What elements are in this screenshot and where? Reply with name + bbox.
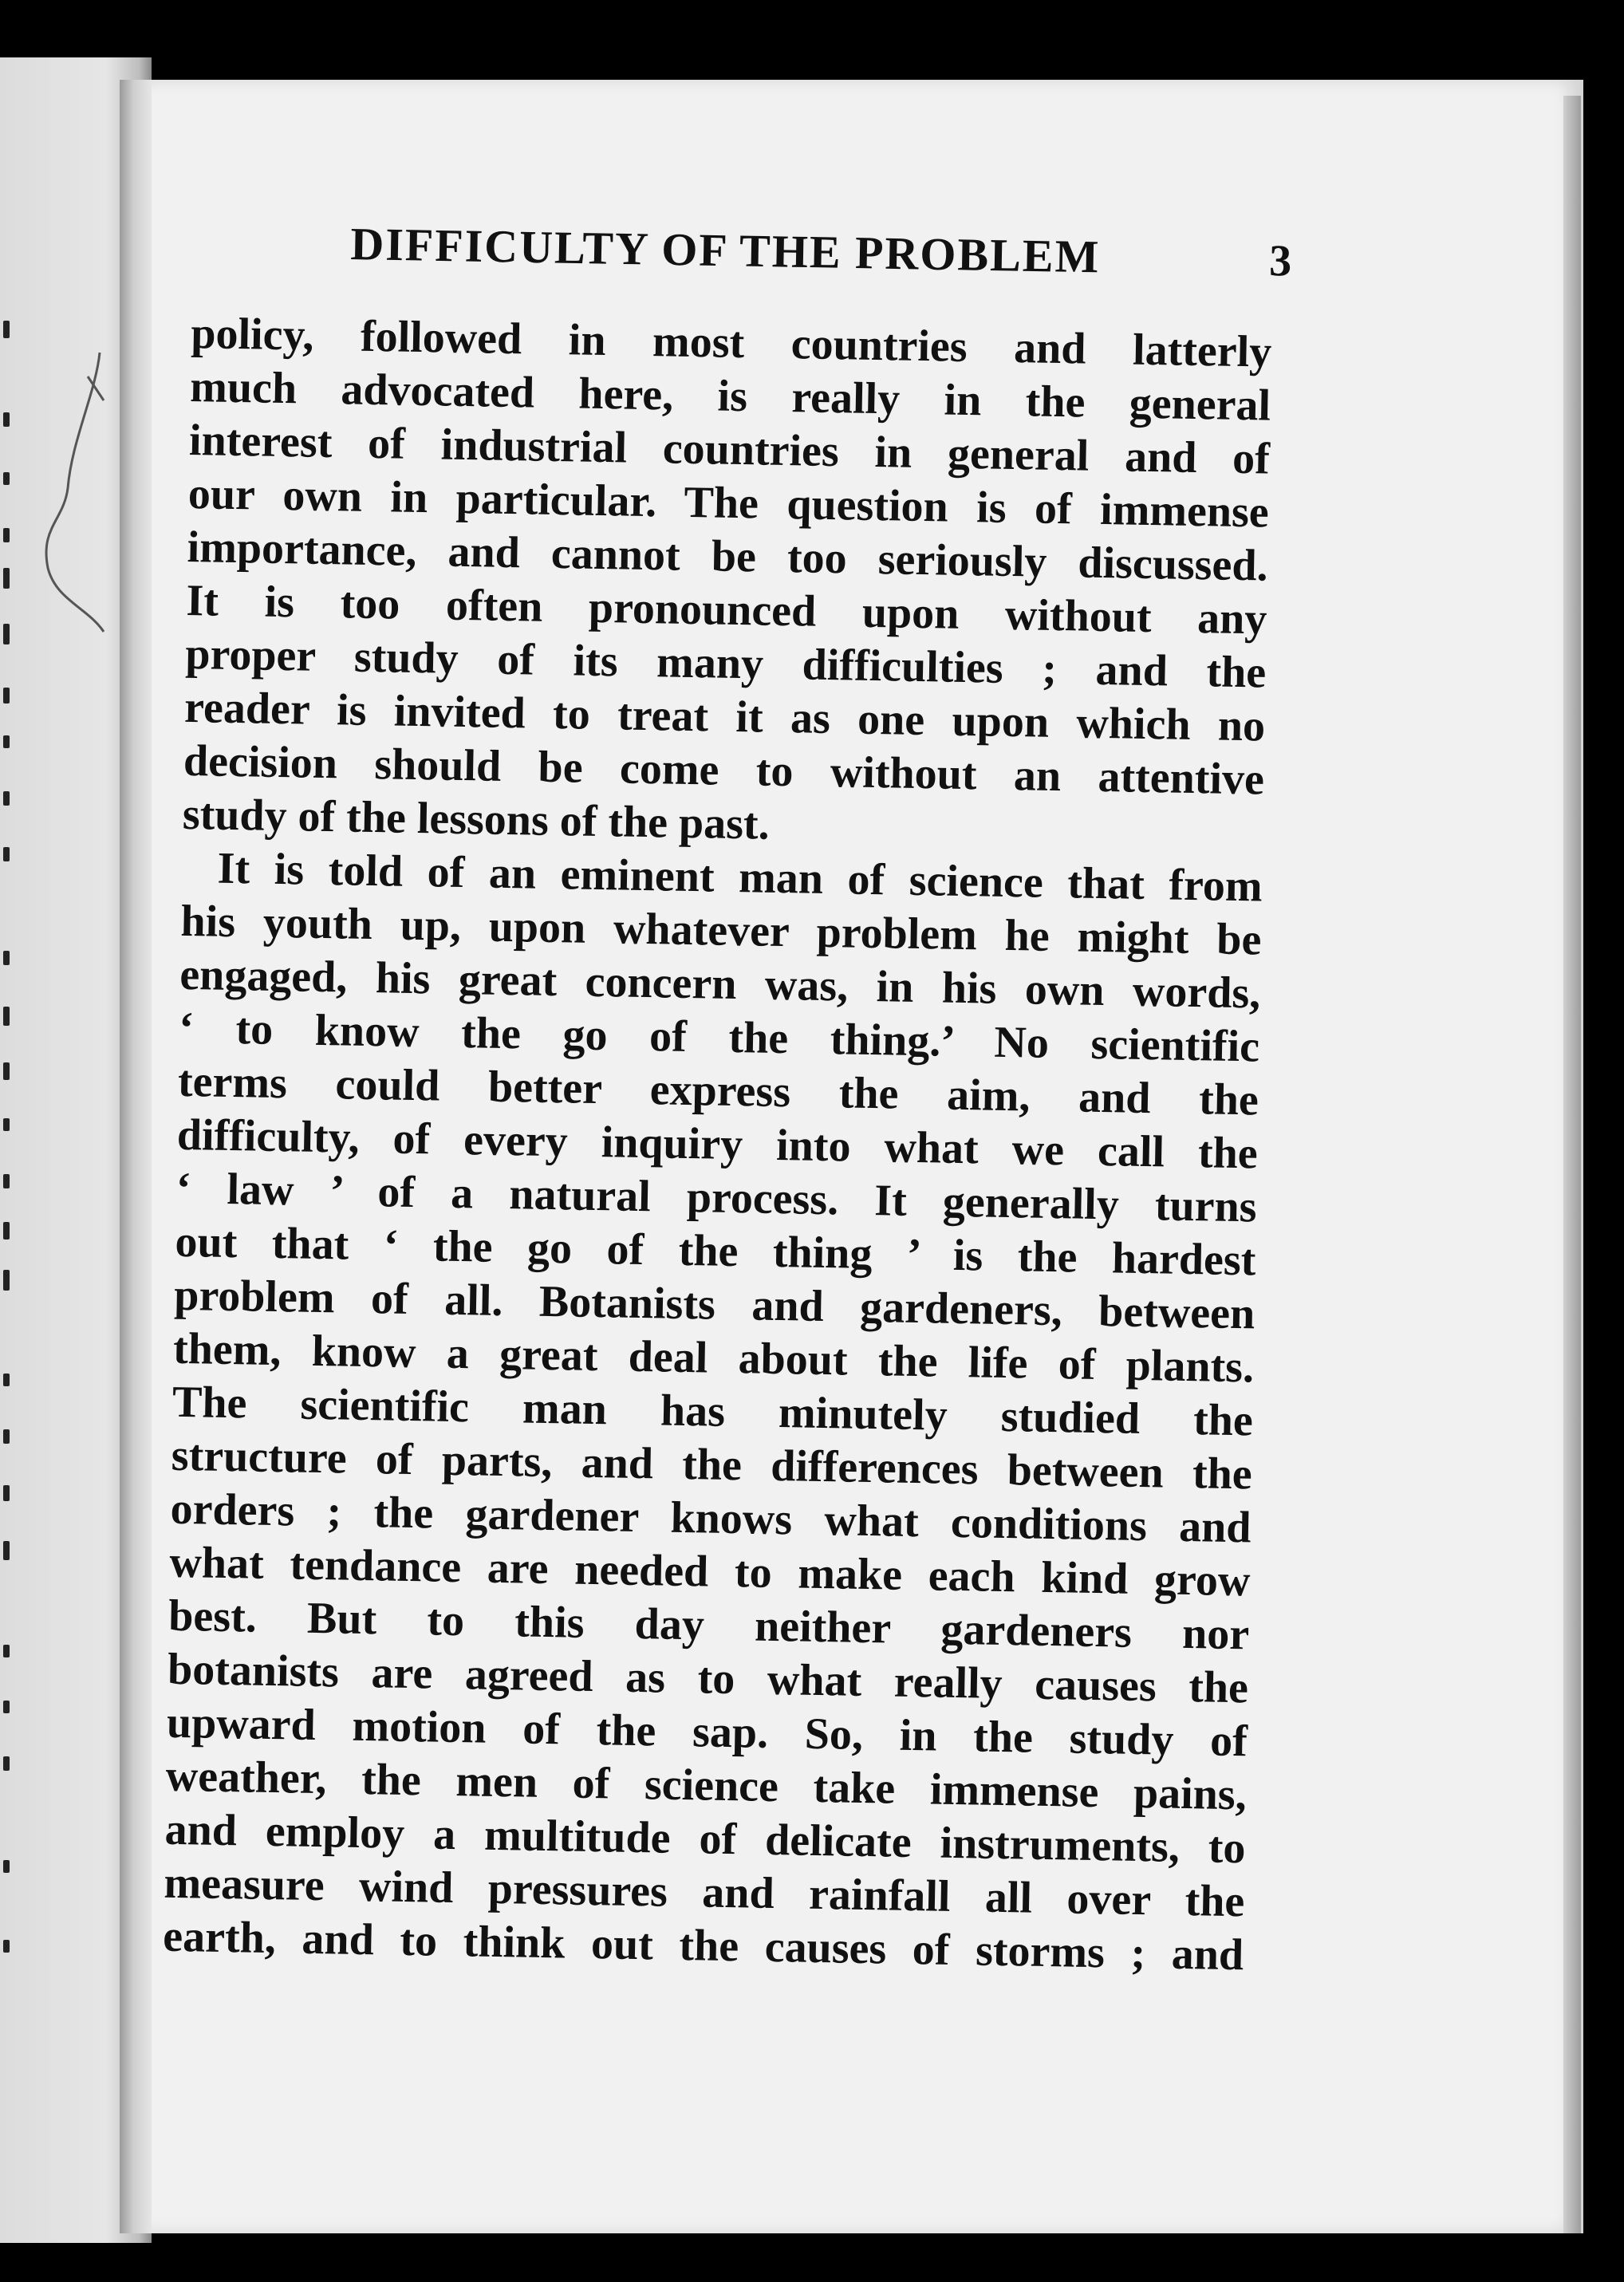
book-gutter [120, 80, 156, 2233]
text-line: his youth up, upon whatever problem he might be [180, 896, 1262, 965]
text-line: engaged, his great concern was, in his own words, [179, 949, 1261, 1019]
text-line: problem of all. Botanists and gardeners, between [173, 1270, 1255, 1339]
text-line: structure of parts, and the differences between the [171, 1430, 1253, 1500]
pencil-annotation-mark [24, 345, 112, 648]
text-line: It is told of an eminent man of science that from [217, 843, 1263, 912]
body-text [163, 307, 1272, 1982]
text-line: proper study of its many difficulties ; and the [184, 629, 1267, 698]
text-line: much advocated here, is really in the general [189, 361, 1271, 431]
page-number: 3 [1268, 236, 1292, 286]
text-line: decision should be come to without an attentive [183, 735, 1265, 805]
text-line: weather, the men of science take immense pains, [165, 1751, 1248, 1820]
text-line: terms could better express the aim, and the [177, 1056, 1259, 1125]
text-line: measure wind pressures and rainfall all over the [163, 1858, 1245, 1927]
text-line: upward motion of the sap. So, in the study of [166, 1697, 1248, 1767]
text-line: study of the lessons of the past. [182, 789, 771, 849]
text-line: importance, and cannot be too seriously discussed. [187, 522, 1269, 591]
text-line: interest of industrial countries in general and of [188, 415, 1271, 484]
text-line: and employ a multitude of delicate instruments, to [164, 1804, 1247, 1874]
text-line: best. But to this day neither gardeners nor [168, 1590, 1250, 1660]
text-line: out that ‘ the go of the thing ’ is the hardest [175, 1216, 1256, 1286]
text-line: reader is invited to treat it as one upon which no [183, 682, 1266, 751]
page-edge-shadow [1563, 96, 1581, 2233]
text-line: policy, followed in most countries and latterly [190, 308, 1272, 377]
text-line: earth, and to think out the causes of storms ; and [162, 1911, 1244, 1980]
running-title: DIFFICULTY OF THE PROBLEM [349, 217, 1101, 283]
text-line: ‘ to know the go of the thing.’ No scientific [178, 1003, 1260, 1072]
text-line: botanists are agreed as to what really causes the [167, 1644, 1249, 1713]
text-line: The scientific man has minutely studied the [171, 1377, 1254, 1446]
text-line: them, know a great deal about the life of plants. [172, 1323, 1255, 1393]
text-line: what tendance are needed to make each kind grow [168, 1537, 1251, 1606]
text-line: our own in particular. The question is of immense [187, 468, 1270, 538]
text-line: difficulty, of every inquiry into what we call the [176, 1109, 1259, 1179]
text-line: It is too often pronounced upon without any [186, 575, 1267, 644]
text-line: ‘ law ’ of a natural process. It generally turns [175, 1163, 1258, 1232]
text-line: orders ; the gardener knows what conditions and [170, 1484, 1252, 1553]
